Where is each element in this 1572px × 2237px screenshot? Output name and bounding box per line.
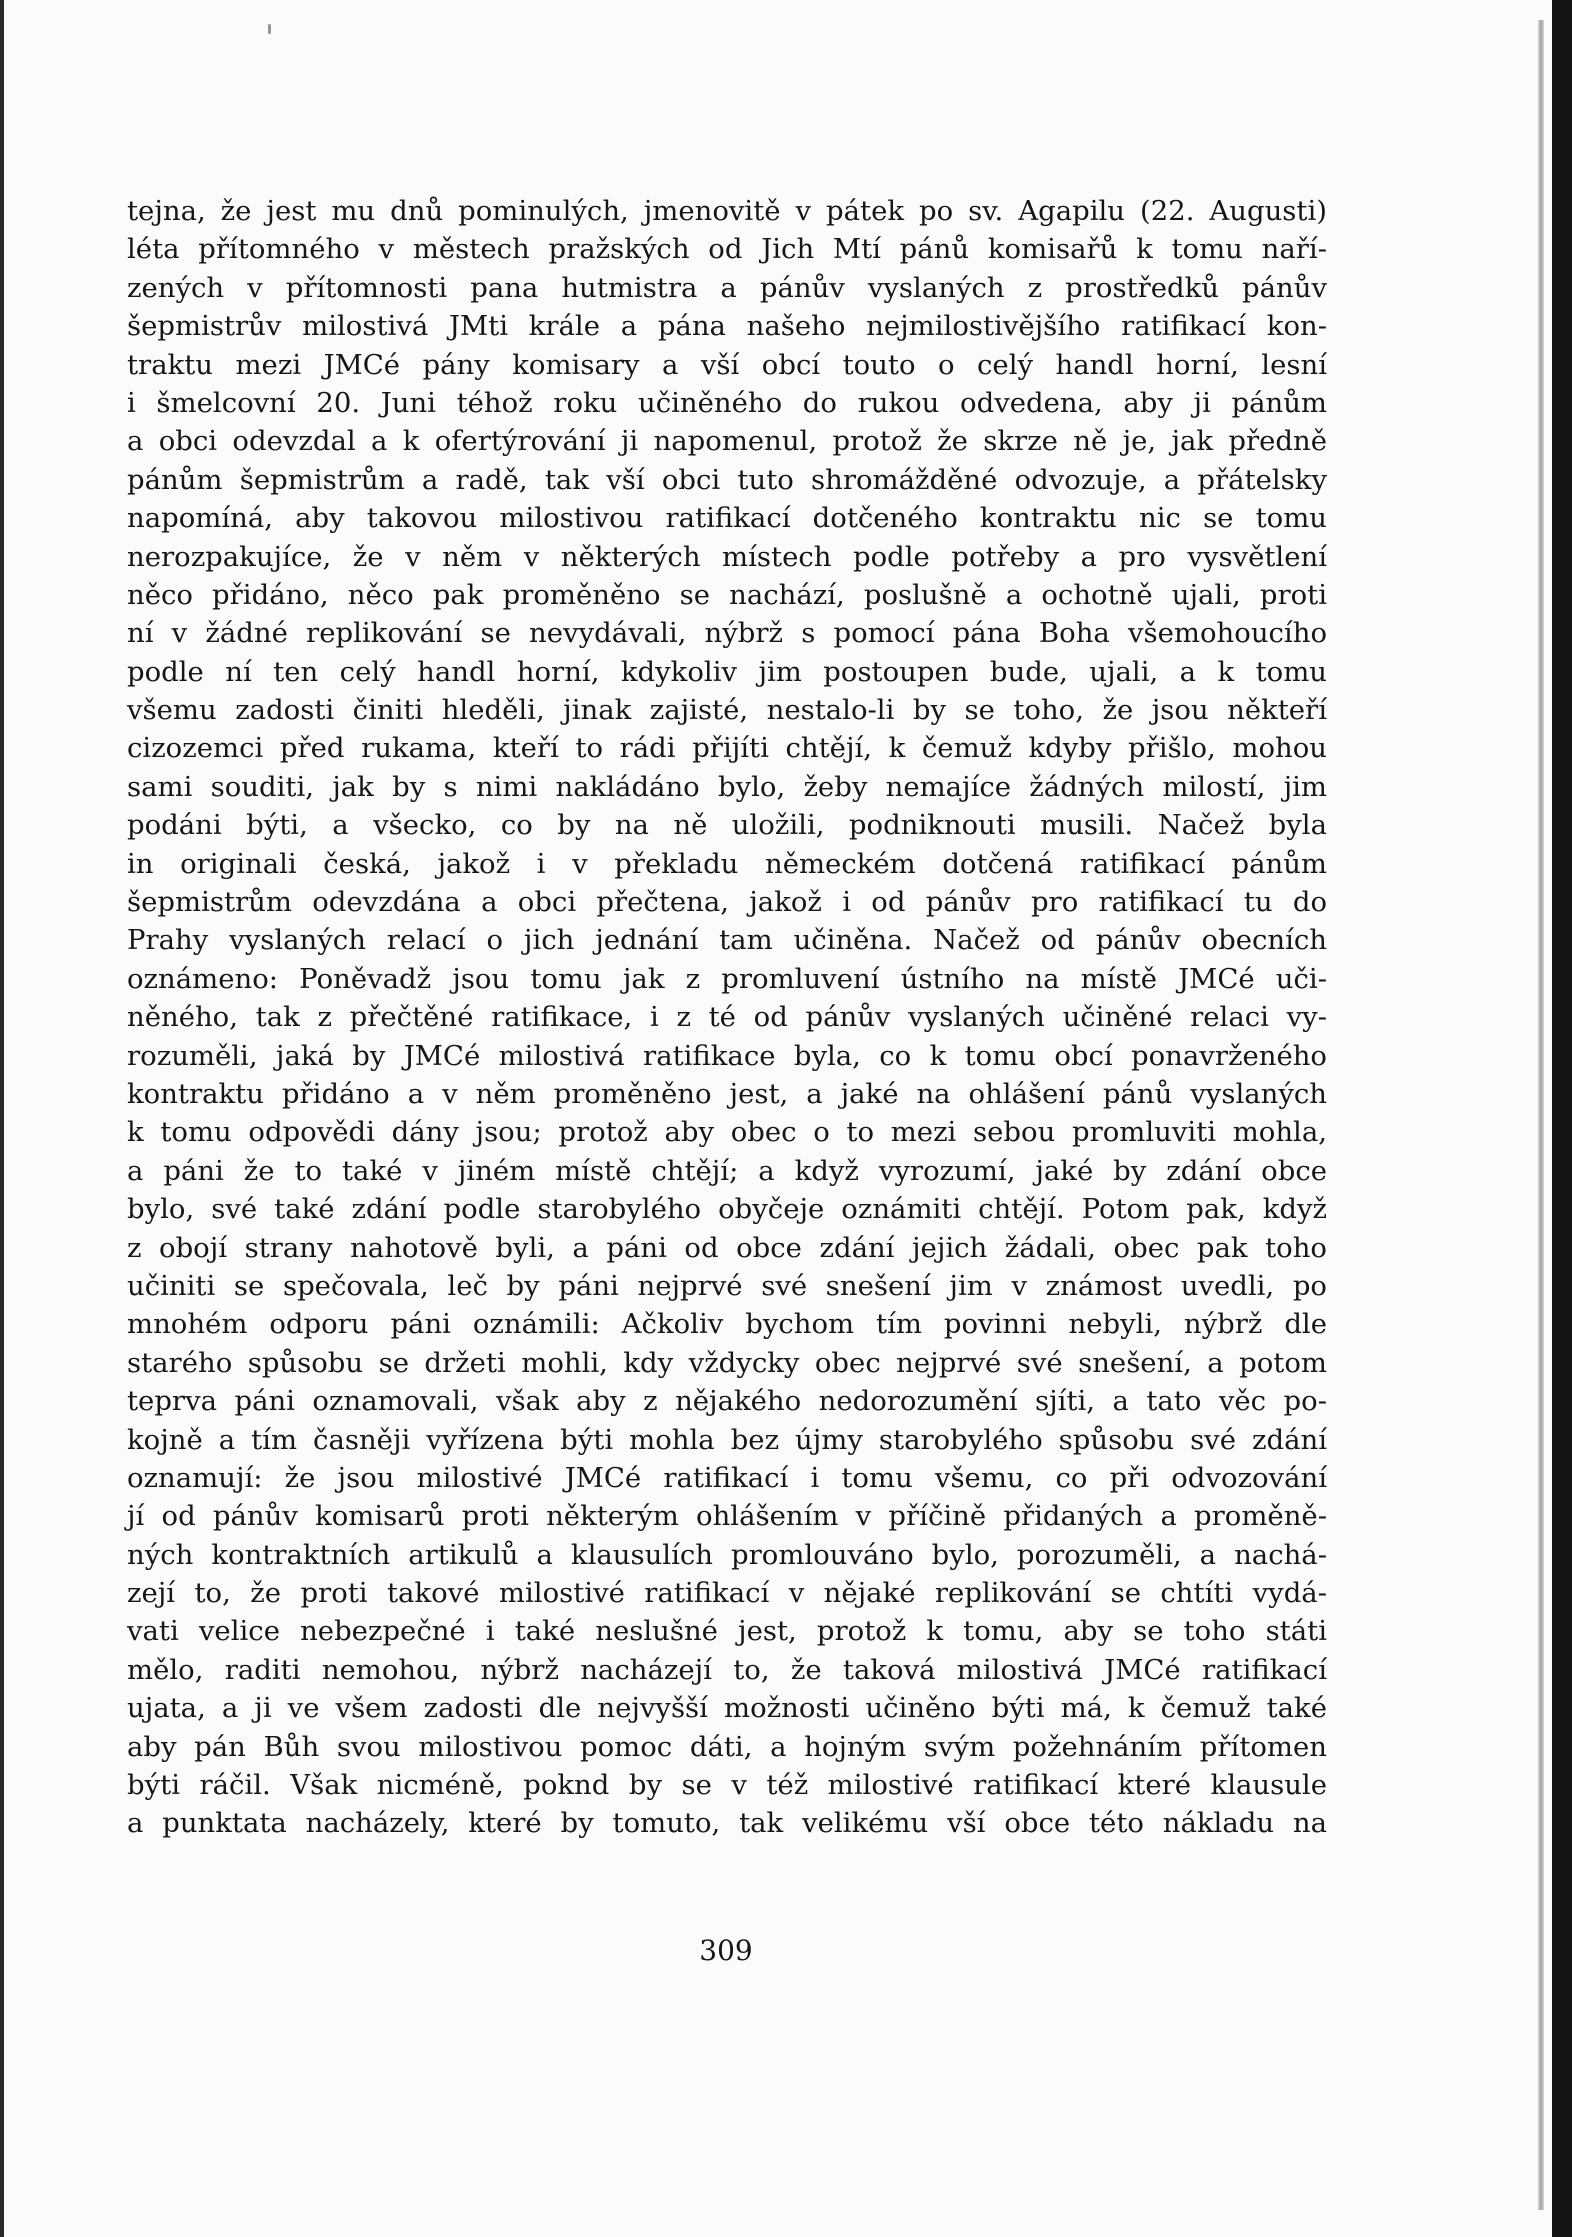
text-line: aby pán Bůh svou milostivou pomoc dáti, a hojným svým požehnáním přítomen [127,1730,1327,1763]
text-line: šepmistrům odevzdána a obci přečtena, jakož i od pánův pro ratifikací tu do [127,886,1327,919]
text-line: něného, tak z přečtěné ratifikace, i z té od pánův vyslaných učiněné relaci vy- [127,1001,1327,1034]
text-line: zejí to, že proti takové milostivé ratifikací v nějaké replikování se chtíti vydá- [127,1577,1327,1610]
text-line: býti ráčil. Však nicméně, poknd by se v též milostivé ratifikací které klausule [127,1769,1327,1802]
text-line: kontraktu přidáno a v něm proměněno jest, a jaké na ohlášení pánů vyslaných [127,1077,1327,1110]
text-line: jí od pánův komisarů proti některým ohlášením v příčině přidaných a proměně- [127,1500,1327,1533]
text-line: in originali česká, jakož i v překladu německém dotčená ratifikací pánům [127,847,1327,880]
body-text [127,192,1327,1843]
text-line: a punktata nacházely, které by tomuto, tak velikému vší obce této nákladu na [127,1807,1327,1840]
text-line: sami souditi, jak by s nimi nakládáno bylo, žeby nemajíce žádných milostí, jim [127,770,1327,803]
right-scan-edge [1552,0,1572,2237]
text-line: nerozpakujíce, že v něm v některých místech podle potřeby a pro vysvětlení [127,540,1327,573]
text-line: léta přítomného v městech pražských od Jich Mtí pánů komisařů k tomu naří- [127,233,1327,266]
text-line: k tomu odpovědi dány jsou; protož aby obec o to mezi sebou promluviti mohla, [127,1116,1327,1149]
text-line: oznámeno: Poněvadž jsou tomu jak z promluvení ústního na místě JMCé uči- [127,962,1327,995]
text-line: pánům šepmistrům a radě, tak vší obci tuto shromážděné odvozuje, a přátelsky [127,463,1327,496]
left-scan-edge [0,0,4,2237]
page-number: 309 [699,1934,753,1967]
text-line: traktu mezi JMCé pány komisary a vší obcí touto o celý handl horní, lesní [127,348,1327,381]
text-line: napomíná, aby takovou milostivou ratifikací dotčeného kontraktu nic se tomu [127,502,1327,535]
text-line: teprva páni oznamovali, však aby z nějakého nedorozumění sjíti, a tato věc po- [127,1385,1327,1418]
text-line: šepmistrův milostivá JMti krále a pána našeho nejmilostivějšího ratifikací kon- [127,310,1327,343]
text-line: podle ní ten celý handl horní, kdykoliv jim postoupen bude, ujali, a k tomu [127,655,1327,688]
text-line: ní v žádné replikování se nevydávali, nýbrž s pomocí pána Boha všemohoucího [127,617,1327,650]
text-line: i šmelcovní 20. Juni téhož roku učiněného do rukou odvedena, aby ji pánům [127,386,1327,419]
text-line: oznamují: že jsou milostivé JMCé ratifikací i tomu všemu, co při odvozování [127,1461,1327,1494]
text-line: a obci odevzdal a k ofertýrování ji napomenul, protož že skrze ně je, jak předně [127,425,1327,458]
text-line: a páni že to také v jiném místě chtějí; a když vyrozumí, jaké by zdání obce [127,1154,1327,1187]
page-fold-shadow [1538,20,1544,2210]
text-line: vati velice nebezpečné i také neslušné jest, protož k tomu, aby se toho státi [127,1615,1327,1648]
text-line: mnohém odporu páni oznámili: Ačkoliv bychom tím povinni nebyli, nýbrž dle [127,1308,1327,1341]
text-line: kojně a tím časněji vyřízena býti mohla bez újmy starobylého spůsobu své zdání [127,1423,1327,1456]
text-line: učiniti se spečovala, leč by páni nejprvé své snešení jim v známost uvedli, po [127,1269,1327,1302]
text-line: starého spůsobu se držeti mohli, kdy vždycky obec nejprvé své snešení, a potom [127,1346,1327,1379]
text-line: ujata, a ji ve všem zadosti dle nejvyšší možnosti učiněno býti má, k čemuž také [127,1692,1327,1725]
text-line: z obojí strany nahotově byli, a páni od obce zdání jejich žádali, obec pak toho [127,1231,1327,1264]
text-line: rozuměli, jaká by JMCé milostivá ratifikace byla, co k tomu obcí ponavrženého [127,1039,1327,1072]
text-line: ných kontraktních artikulů a klausulích promlouváno bylo, porozuměli, a nachá- [127,1538,1327,1571]
text-line: cizozemci před rukama, kteří to rádi přijíti chtějí, k čemuž kdyby přišlo, mohou [127,732,1327,765]
dust-speck [268,24,271,34]
text-line: tejna, že jest mu dnů pominulých, jmenovitě v pátek po sv. Agapilu (22. Augusti) [127,195,1327,227]
text-line: všemu zadosti činiti hleděli, jinak zajisté, nestalo-li by se toho, že jsou někteří [127,694,1327,727]
text-line: podáni býti, a všecko, co by na ně uložili, podniknouti musili. Načež byla [127,809,1327,842]
text-line: něco přidáno, něco pak proměněno se nachází, poslušně a ochotně ujali, proti [127,578,1327,611]
text-line: zených v přítomnosti pana hutmistra a pánův vyslaných z prostředků pánův [127,271,1327,304]
text-line: bylo, své také zdání podle starobylého obyčeje oznámiti chtějí. Potom pak, když [127,1193,1327,1226]
text-line: mělo, raditi nemohou, nýbrž nacházejí to, že taková milostivá JMCé ratifikací [127,1653,1327,1686]
text-line: Prahy vyslaných relací o jich jednání tam učiněna. Načež od pánův obecních [127,924,1327,957]
